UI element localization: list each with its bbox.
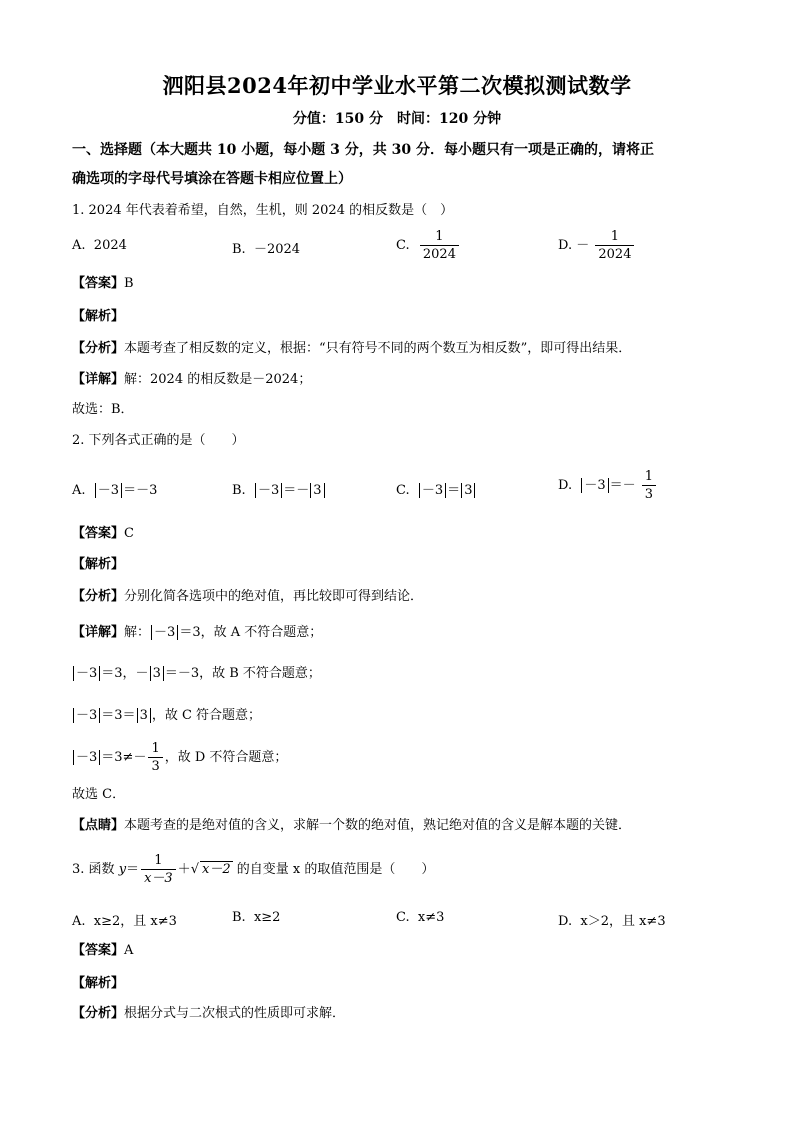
page-subtitle: 分值：150 分 时间：120 分钟 — [292, 111, 502, 127]
q2-option-d-fraction: $\frac{1}{3}$ — [642, 468, 656, 503]
q2-answer: 【答案】C — [72, 526, 134, 541]
q2-option-a: A. －3 ＝－3 — [72, 483, 158, 498]
q1-choose: 故选：B． — [72, 402, 134, 417]
q2-stem: 2. 下列各式正确的是（ ） — [72, 433, 245, 448]
q3-option-c: C. x≠3 — [396, 910, 445, 925]
q1-option-c: C. $\frac{1}{2024}$ — [396, 228, 461, 263]
q3-option-d: D. x＞2，且 x≠3 — [558, 914, 666, 929]
q1-option-c-fraction: $\frac{1}{2024}$ — [420, 228, 459, 263]
q2-choose: 故选 C． — [72, 787, 126, 802]
q1-analysis-label: 【解析】 — [72, 309, 125, 324]
q1-option-a: A. 2024 — [72, 238, 127, 253]
q1-fenxi: 【分析】本题考查了相反数的定义，根据：“只有符号不同的两个数互为相反数”，即可得出结果． — [72, 341, 632, 356]
section-heading-line2: 确选项的字母代号填涂在答题卡相应位置上） — [72, 171, 352, 187]
q2-option-b: B. －3 ＝－ 3 — [232, 479, 326, 498]
q3-fenxi: 【分析】根据分式与二次根式的性质即可求解． — [72, 1006, 346, 1021]
q2-option-c: C. －3 ＝ 3 — [396, 479, 476, 498]
q3-analysis-label: 【解析】 — [72, 976, 125, 991]
q2-dianjing: 【点睛】本题考查的是绝对值的含义，求解一个数的绝对值，熟记绝对值的含义是解本题的关键． — [72, 818, 632, 833]
q1-answer: 【答案】B — [72, 276, 134, 291]
q1-option-b: B. －2024 — [232, 242, 301, 257]
q3-option-b: B. x≥2 — [232, 910, 281, 925]
q2-detail-4-fraction: $\frac{1}{3}$ — [148, 740, 162, 775]
q1-xiangjie: 【详解】解：2024 的相反数是－2024； — [72, 372, 312, 387]
q2-analysis-label: 【解析】 — [72, 557, 125, 572]
q2-detail-2: －3 ＝3，－ 3 ＝－3，故 B 不符合题意； — [72, 664, 321, 684]
q3-answer: 【答案】A — [72, 943, 134, 958]
q2-detail-4: －3 ＝3≠－ $\frac{1}{3}$ ，故 D 不符合题意； — [72, 740, 287, 775]
q2-fenxi: 【分析】分别化简各选项中的绝对值，再比较即可得到结论． — [72, 589, 424, 604]
q3-stem: 3. 函数 y＝ $\frac{1}{x-3}$ ＋√ x－2 的自变量 x 的取值范围是（ ） — [72, 853, 435, 886]
q3-fraction: $\frac{1}{x-3}$ — [141, 852, 176, 887]
q2-option-d: D. －3 ＝－ $\frac{1}{3}$ — [558, 468, 658, 503]
q1-option-d-fraction: $\frac{1}{2024}$ — [595, 228, 634, 263]
q1-option-d: D. － $\frac{1}{2024}$ — [558, 228, 636, 263]
q1-stem: 1. 2024 年代表着希望，自然，生机，则 2024 的相反数是（ ） — [72, 203, 454, 218]
q3-option-a: A. x≥2，且 x≠3 — [72, 914, 177, 929]
section-heading-line1: 一、选择题（本大题共 10 小题，每小题 3 分，共 30 分．每小题只有一项是正确的，请将正 — [72, 142, 654, 158]
q2-detail-1: 【详解】解： －3 ＝3，故 A 不符合题意； — [72, 625, 323, 640]
q2-detail-3: －3 ＝3＝ 3 ，故 C 符合题意； — [72, 706, 261, 726]
page-title: 泗阳县2024年初中学业水平第二次模拟测试数学 — [162, 73, 632, 98]
q3-sqrt: x－2 — [201, 862, 231, 877]
